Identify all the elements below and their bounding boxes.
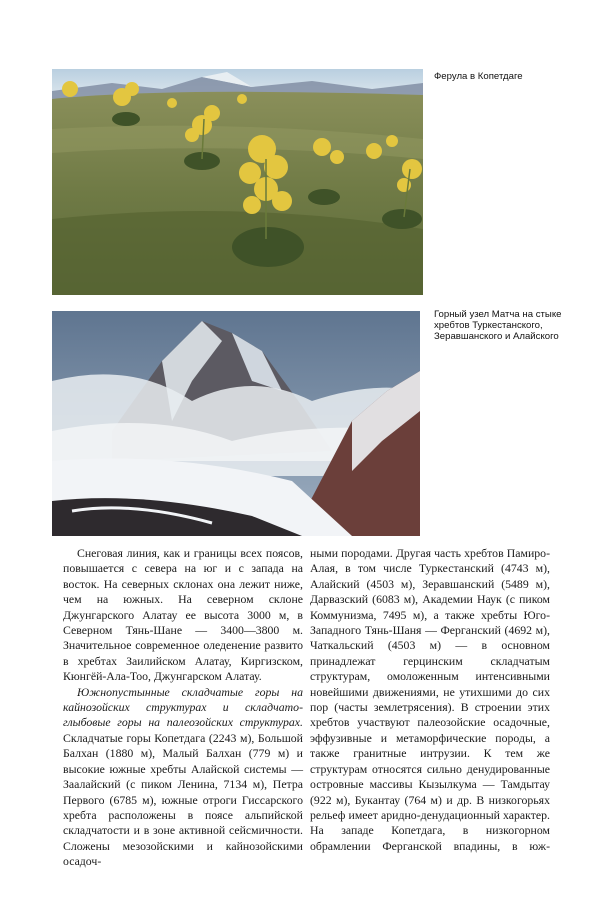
section-heading-italic: Южнопустынные складчатые горы на кайнозойских структурах и складчато-глыбовые горы на палеозойских структурах. [63, 684, 303, 730]
paragraph-snow-line: Снеговая линия, как и границы всех поясов, повышается с севера на юг и с запада на восток. На северных склонах она лежит ниже, чем на южных. На северном склоне Джунгарского Алатау ее высота 3000 м, в Северном Тянь-Шане — 3400—3800 м. Значительное современное оледенение развито в хребтах Заилийском Алатау, Киргизском, Кюнгёй-Ала-Тоо, Джунгарском Алатау. [63, 546, 303, 684]
figure-caption-matcha: Горный узел Матча на стыке хребтов Туркестанского, Зеравшанского и Алайского [434, 309, 562, 342]
photo-matcha-mountain-knot [52, 311, 420, 536]
paragraph-pamir-alai-continued: ными породами. Другая часть хребтов Памиро-Алая, в том числе Туркестанский (4743 м), Алайский (4503 м), Зеравшанский (5489 м), Дарвазский (6083 м), Академии Наук (с пиком Коммунизма, 7495 м), а также хребты Юго-Западного Тянь-Шаня — Ферганский (4692 м), Чаткальский (4503 м) — в основном принадлежат герцинским складчатым структурам, омоложенным интенсивными новейшими движениями, не утихшими до сих пор (часты землетрясения). В строении этих хребтов участвуют палеозойские осадочные, эффузивные и метаморфические породы, а также гранитные интрузии. К тем же структурам относятся сильно денудированные островные массивы Кызылкума — Тамдытау (922 м), Букантау (764 м) и др. В низкогорьях рельеф имеет аридно-денудационный характер. На западе Копетдага, в низкогорном обрамлении Ферганской впадины, в юж- [310, 546, 550, 853]
figure-caption-ferula: Ферула в Копетдаге [434, 71, 523, 82]
paragraph-text: Складчатые горы Копетдага (2243 м), Большой Балхан (1880 м), Малый Балхан (779 м) и высокие южные хребты Алайской системы — Заалайский (с пиком Ленина, 7134 м), Петра Первого (6785 м), южные отроги Гиссарского хребта расположены в поясе альпийской складчатости и в зоне активной сейсмичности. Сложены мезозойскими и кайнозойскими осадоч- [63, 730, 303, 869]
photo-ferula-kopetdag [52, 69, 423, 295]
text-column-left [63, 546, 303, 870]
text-column-right [310, 546, 550, 854]
paragraph-southern-desert-mountains [63, 685, 303, 870]
